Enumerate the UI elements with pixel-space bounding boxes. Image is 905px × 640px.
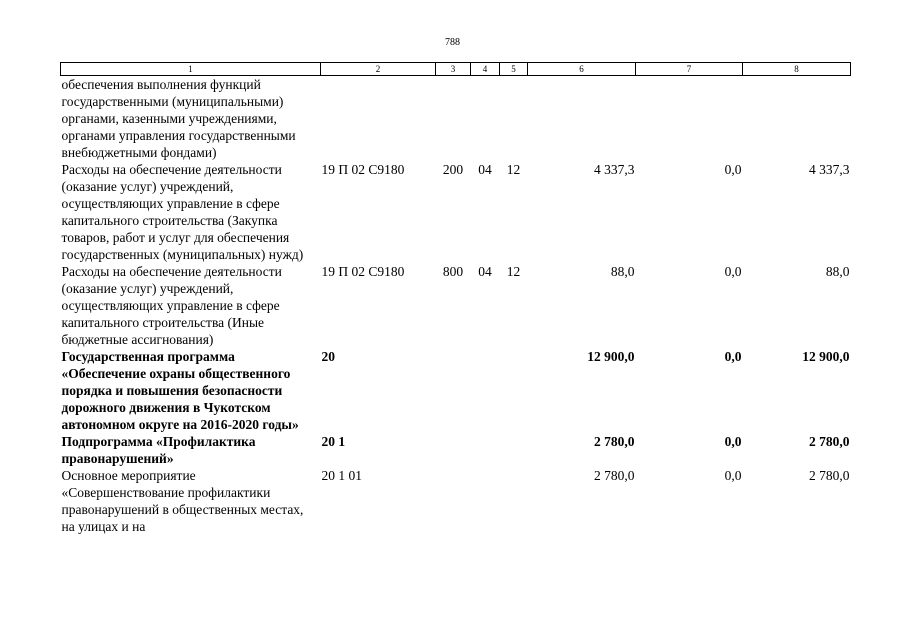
row-amount-col6: 12 900,0 — [587, 349, 635, 364]
row-subsection — [500, 467, 528, 535]
table-row — [61, 467, 851, 535]
row-expense-type — [436, 433, 471, 467]
header-col-6: 6 — [528, 63, 636, 76]
table-row — [61, 76, 851, 162]
header-col-8: 8 — [743, 63, 851, 76]
row-expense-type: 200 — [442, 162, 464, 177]
row-name: обеспечения выполнения функций государственными (муниципальными) органами, казенными учреждениями, органами управления государственными внебюджетными фондами) — [61, 77, 296, 160]
row-subsection: 12 — [506, 162, 521, 177]
row-subsection — [500, 76, 528, 162]
row-subsection: 12 — [506, 264, 521, 279]
row-amount-col6: 2 780,0 — [594, 434, 635, 449]
page-number: 788 — [445, 37, 460, 48]
row-amount-col6: 4 337,3 — [594, 162, 635, 177]
row-name: Государственная программа «Обеспечение охраны общественного порядка и повышения безопасности дорожного движения в Чукотском автономном округе на 2016-2020 годы» — [61, 349, 299, 432]
row-amount-col7: 0,0 — [724, 264, 742, 279]
table-row — [61, 433, 851, 467]
row-target-code: 19 П 02 С9180 — [321, 264, 405, 279]
row-amount-col7: 0,0 — [724, 468, 742, 483]
row-expense-type — [436, 348, 471, 433]
row-amount-col7: 0,0 — [724, 162, 742, 177]
row-name: Расходы на обеспечение деятельности (оказание услуг) учреждений, осуществляющих управление в сфере капитального строительства (Иные бюджетные ассигнования) — [61, 264, 282, 347]
header-col-2: 2 — [321, 63, 436, 76]
row-amount-col8: 4 337,3 — [809, 162, 850, 177]
table-row — [61, 263, 851, 348]
row-section — [471, 348, 500, 433]
row-name: Основное мероприятие «Совершенствование профилактики правонарушений в общественных местах, на улицах и на — [61, 468, 304, 534]
row-target-code — [321, 76, 436, 162]
row-target-code: 20 1 — [321, 434, 346, 449]
row-amount-col6: 2 780,0 — [594, 468, 635, 483]
header-col-7: 7 — [636, 63, 743, 76]
row-expense-type: 800 — [442, 264, 464, 279]
row-section — [471, 433, 500, 467]
table-row — [61, 161, 851, 263]
row-expense-type — [436, 467, 471, 535]
budget-table — [60, 62, 851, 535]
row-target-code: 20 — [321, 349, 335, 364]
row-amount-col8: 2 780,0 — [809, 468, 850, 483]
row-amount-col7: 0,0 — [724, 349, 742, 364]
row-amount-col8: 2 780,0 — [809, 434, 850, 449]
row-amount-col7: 0,0 — [724, 434, 742, 449]
row-amount-col7 — [636, 76, 743, 162]
row-name: Подпрограмма «Профилактика правонарушений» — [61, 434, 256, 466]
row-section — [471, 467, 500, 535]
table-header-row — [61, 63, 851, 76]
row-amount-col8: 88,0 — [825, 264, 850, 279]
row-amount-col6 — [528, 76, 636, 162]
row-section — [471, 76, 500, 162]
header-col-5: 5 — [500, 63, 528, 76]
row-name: Расходы на обеспечение деятельности (оказание услуг) учреждений, осуществляющих управление в сфере капитального строительства (Закупка товаров, работ и услуг для обеспечения государственных (муниципальных) нужд) — [61, 162, 304, 262]
row-section: 04 — [478, 264, 492, 279]
table-row — [61, 348, 851, 433]
header-col-3: 3 — [436, 63, 471, 76]
row-subsection — [500, 348, 528, 433]
row-amount-col8 — [743, 76, 851, 162]
row-amount-col8: 12 900,0 — [802, 349, 850, 364]
header-col-1: 1 — [61, 63, 321, 76]
row-expense-type — [436, 76, 471, 162]
row-subsection — [500, 433, 528, 467]
row-section: 04 — [478, 162, 492, 177]
row-target-code: 19 П 02 С9180 — [321, 162, 405, 177]
row-amount-col6: 88,0 — [610, 264, 635, 279]
row-target-code: 20 1 01 — [321, 468, 362, 483]
header-col-4: 4 — [471, 63, 500, 76]
